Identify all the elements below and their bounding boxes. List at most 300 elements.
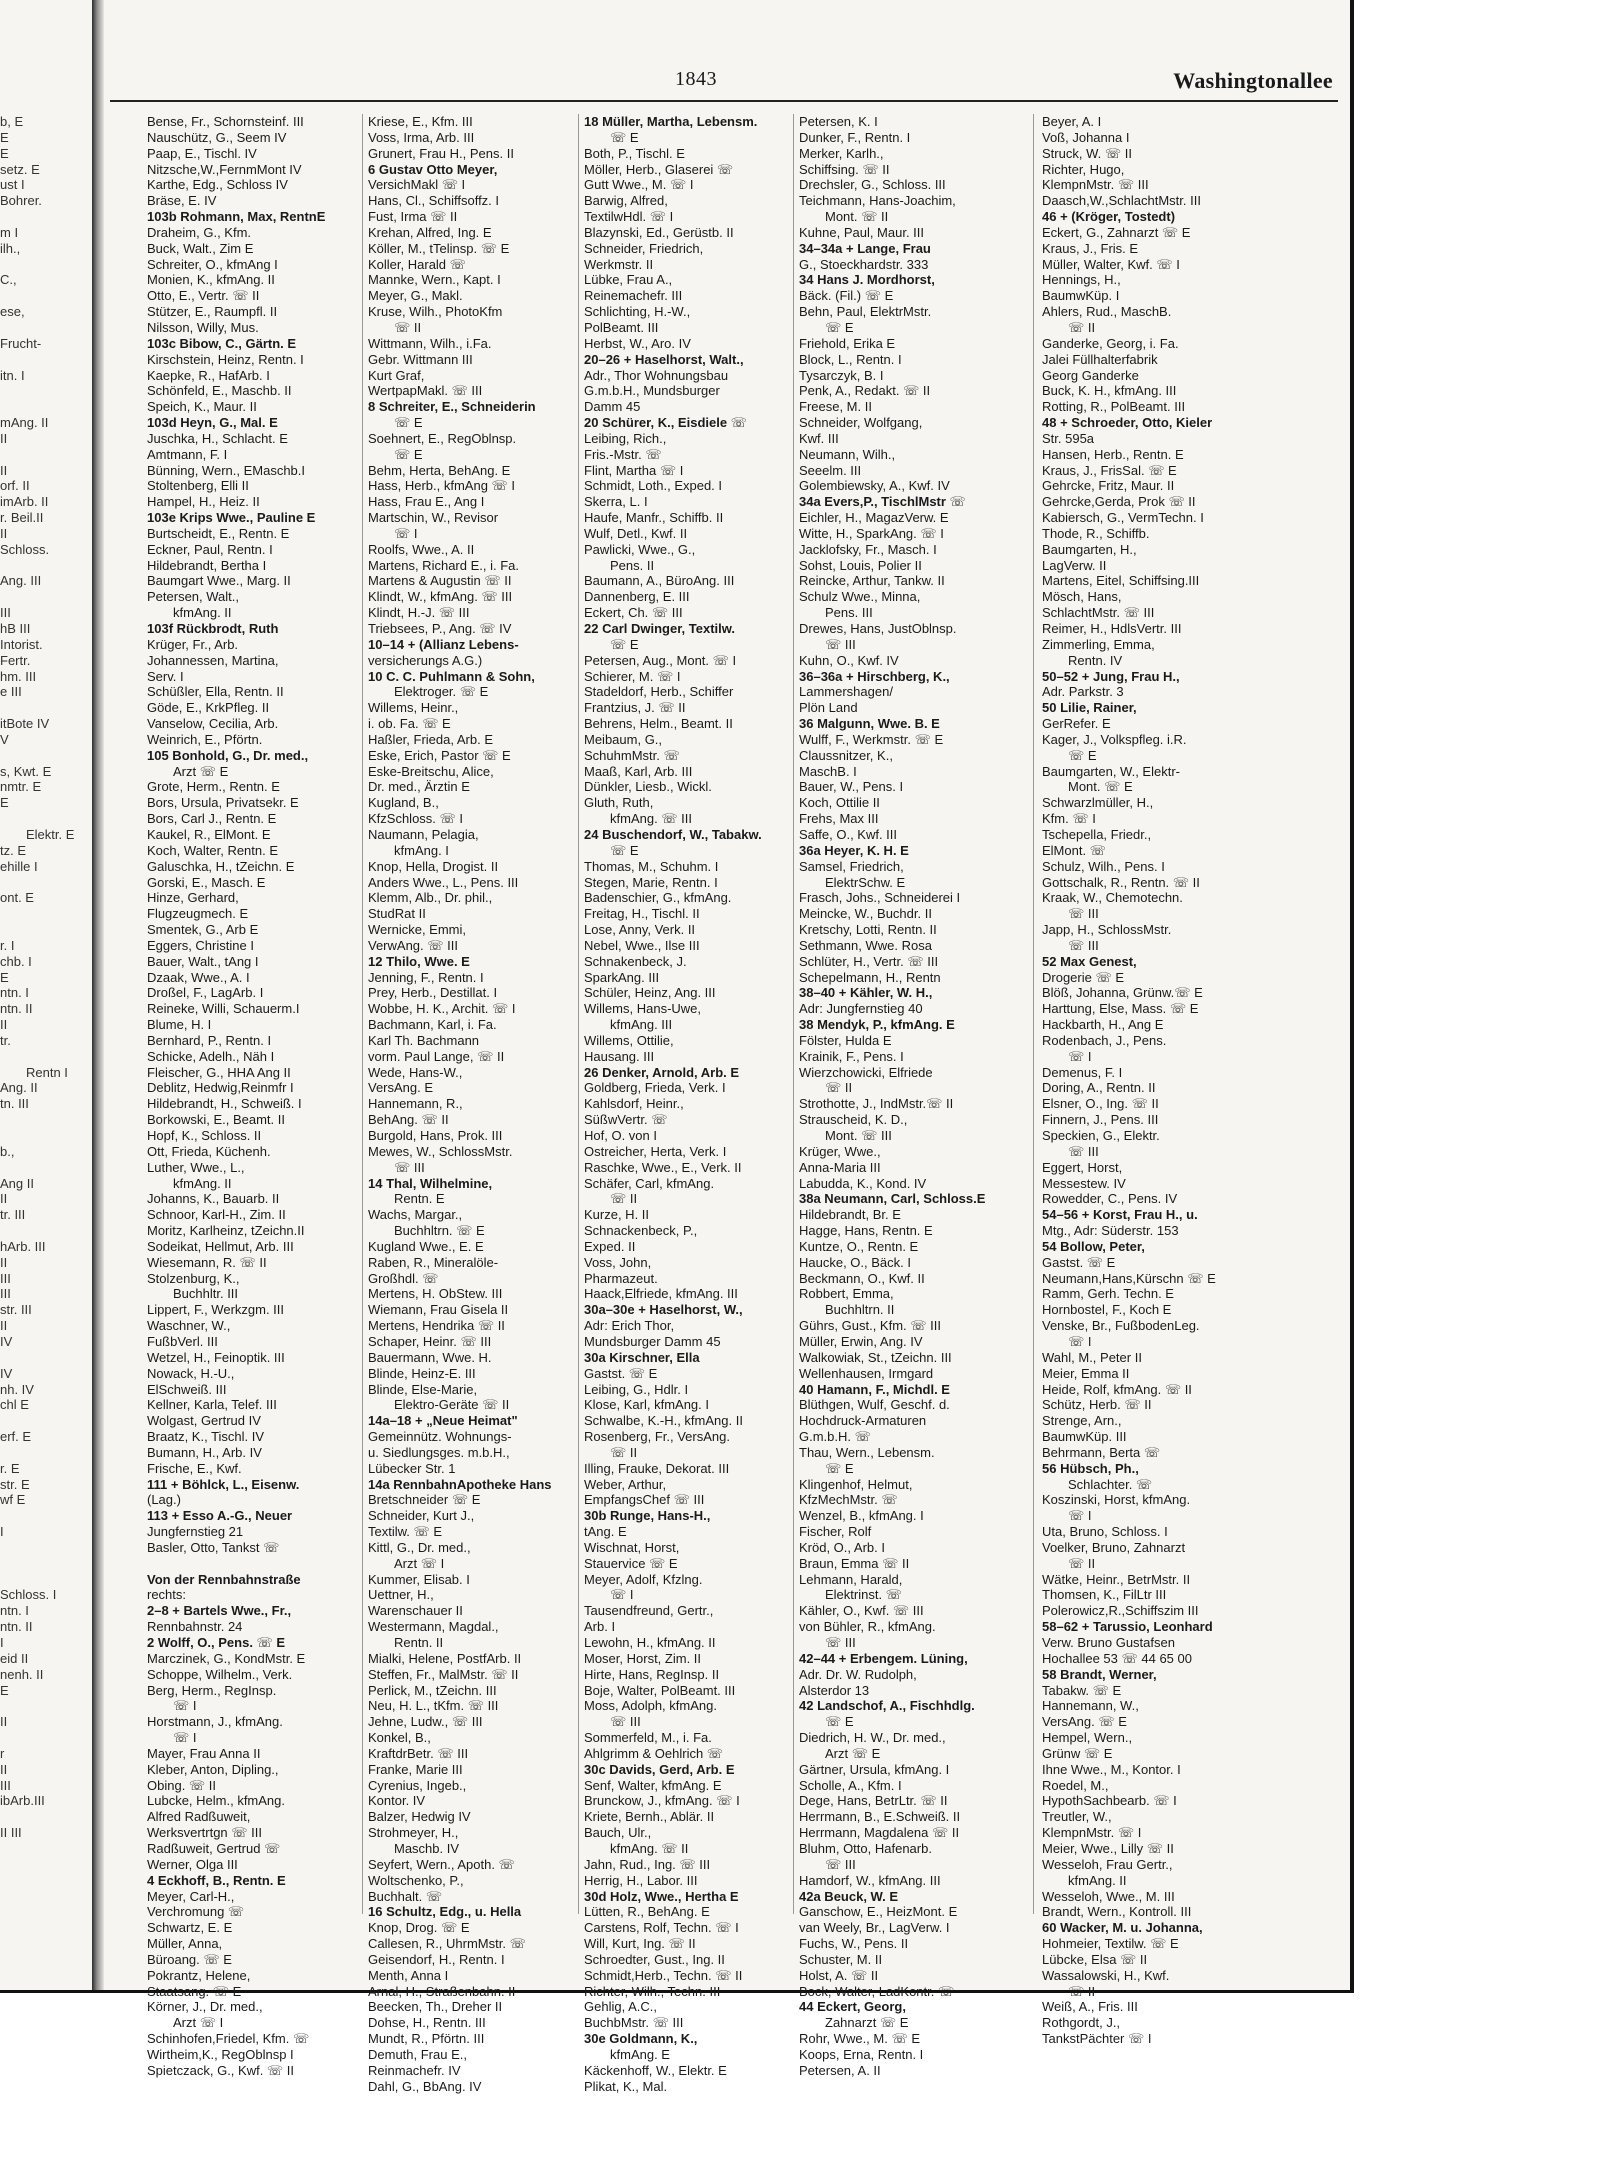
directory-entry-line: ☏ I [610, 1587, 634, 1603]
directory-entry-line: Jalei Füllhalterfabrik [1042, 351, 1158, 367]
directory-entry-line: Schmidt,Herb., Techn. ☏ II [584, 1967, 743, 1983]
directory-entry-line: Hochallee 53 ☏ 44 65 00 [1042, 1650, 1192, 1666]
directory-entry-line: Harttung, Else, Mass. ☏ E [1042, 1001, 1199, 1017]
directory-entry-line: Schwartz, E. E [147, 1920, 233, 1936]
directory-entry-line: III [0, 1270, 11, 1286]
directory-entry-line: Behrmann, Berta ☏ [1042, 1444, 1161, 1460]
directory-entry-line: Koch, Walter, Rentn. E [147, 842, 279, 858]
directory-entry-line: ntn. II [0, 1619, 33, 1635]
directory-entry-line: Rotting, R., PolBeamt. III [1042, 399, 1186, 415]
directory-entry-line: Dannenberg, E. III [584, 589, 690, 605]
directory-entry-line: Richter, Wilh., Techn. III [584, 1983, 721, 1999]
directory-entry-line [0, 558, 90, 574]
directory-entry-line: Adr. Dr. W. Rudolph, [799, 1666, 917, 1682]
directory-entry-line: ntn. II [0, 1001, 33, 1017]
directory-entry-line: Naumann, Pelagia, [368, 826, 479, 842]
directory-entry-line: Wierzchowicki, Elfriede [799, 1064, 933, 1080]
directory-entry-line: Triebsees, P., Ang. ☏ IV [368, 621, 512, 636]
directory-entry-line: ☏ II [610, 1191, 638, 1207]
directory-entry-line: Neumann, Wilh., [799, 446, 896, 462]
directory-entry-line: Anna-Maria III [799, 1159, 881, 1175]
directory-entry-line: Klemm, Alb., Dr. phil., [368, 890, 493, 906]
directory-entry-line: Mannke, Wern., Kapt. I [368, 272, 501, 288]
directory-entry-line: Roolfs, Wwe., A. II [368, 541, 475, 557]
directory-entry-line: ☏ II [825, 1080, 853, 1096]
directory-entry-line: Mont. ☏ II [825, 209, 889, 225]
directory-entry-line: Bors, Carl J., Rentn. E [147, 811, 277, 827]
directory-entry-line: ehille I [0, 858, 38, 874]
directory-entry-line: 50 Lilie, Rainer, [1042, 700, 1137, 716]
directory-entry-line: Hampel, H., Heiz. II [147, 494, 260, 510]
directory-entry-line [0, 906, 90, 922]
directory-entry-line: Maschb. IV [394, 1840, 460, 1856]
directory-entry-line: Göde, E., KrkPfleg. II [147, 700, 270, 716]
directory-entry-line: Mertens, H. ObStew. III [368, 1286, 503, 1302]
directory-entry-line: Venske, Br., FußbodenLeg. [1042, 1318, 1200, 1334]
directory-entry-line: Penk, A., Redakt. ☏ II [799, 383, 931, 399]
directory-entry-line: Thode, R., Schiffb. [1042, 525, 1150, 541]
directory-entry-line: 46 + (Kröger, Tostedt) [1042, 209, 1176, 225]
directory-entry-line: 36 Malgunn, Wwe. B. E [799, 716, 940, 732]
directory-entry-line: 58 Brandt, Werner, [1042, 1666, 1157, 1682]
directory-entry-line: BuchbMstr. ☏ III [584, 2015, 684, 2031]
directory-entry-line: Kwf. III [799, 430, 839, 446]
directory-entry-line: III [0, 605, 11, 621]
directory-entry-line: Borkowski, E., Beamt. II [147, 1112, 285, 1128]
directory-entry-line: Haßler, Frieda, Arb. E [368, 731, 493, 747]
directory-entry-line: Nowack, H.-U., [147, 1365, 235, 1381]
directory-entry-line: Eggert, Horst, [1042, 1159, 1123, 1175]
directory-entry-line: Mösch, Hans, [1042, 589, 1122, 605]
directory-entry-line: 42–44 + Erbengem. Lüning, [799, 1650, 968, 1666]
directory-entry-line: II [0, 462, 8, 478]
directory-entry-line: Zimmerling, Emma, [1042, 636, 1155, 652]
directory-entry-line: Lehmann, Harald, [799, 1571, 903, 1587]
directory-entry-line: Hinze, Gerhard, [147, 890, 239, 906]
directory-entry-line: Daasch,W.,SchlachtMstr. III [1042, 193, 1201, 209]
directory-entry-line: E [0, 129, 9, 145]
directory-entry-line: 34–34a + Lange, Frau [799, 240, 931, 256]
directory-entry-line: Dunker, F., Rentn. I [799, 129, 911, 145]
directory-entry-line [0, 875, 90, 891]
directory-entry-line: WertpapMakl. ☏ III [368, 383, 483, 399]
directory-entry-line: Holst, A. ☏ II [799, 1967, 879, 1983]
directory-entry-line: ☏ III [825, 1635, 856, 1650]
directory-entry-line [0, 1160, 90, 1176]
directory-entry-line [0, 1809, 90, 1825]
directory-entry-line: Bauer, Walt., tAng I [147, 953, 259, 969]
directory-entry-line: Hohmeier, Textilw. ☏ E [1042, 1936, 1179, 1952]
directory-entry-line: ust I [0, 177, 25, 193]
directory-entry-line: Boje, Walter, PolBeamt. III [584, 1682, 736, 1698]
directory-entry-line: Richter, Hugo, [1042, 161, 1125, 177]
directory-entry-line: hArb. III [0, 1238, 46, 1254]
column-2 [368, 114, 578, 2094]
directory-entry-line: Thau, Wern., Lebensm. [799, 1444, 935, 1460]
directory-entry-line: Braun, Emma ☏ II [799, 1555, 910, 1571]
directory-entry-line: Schneider, Wolfgang, [799, 415, 923, 431]
directory-entry-line: Polerowicz,R.,Schiffszim III [1042, 1603, 1199, 1619]
directory-entry-line: 38a Neumann, Carl, Schloss.E [799, 1191, 986, 1207]
directory-entry-line: Hansen, Herb., Rentn. E [1042, 446, 1184, 462]
directory-entry-line: Petersen, K. I [799, 114, 878, 129]
directory-entry-line: hB III [0, 621, 31, 636]
directory-entry-line: Pens. II [610, 557, 655, 573]
directory-entry-line: Buchhalt. ☏ [368, 1888, 443, 1904]
directory-entry-line: Arnal, H., Straßenbahn. II [368, 1983, 516, 1999]
directory-entry-line: E [0, 145, 9, 161]
directory-entry-line: ☏ E [1068, 747, 1097, 763]
directory-entry-line: Ganschow, E., HeizMont. E [799, 1904, 958, 1920]
directory-entry-line: Friehold, Erika E [799, 335, 896, 351]
directory-entry-line: Moser, Horst, Zim. II [584, 1650, 702, 1666]
directory-entry-line: Meier, Wwe., Lilly ☏ II [1042, 1840, 1174, 1856]
directory-entry-line: Nilsson, Willy, Mus. [147, 319, 259, 335]
directory-entry-line: Schnakenbeck, J. [584, 953, 687, 969]
directory-entry-line: Hof, O. von I [584, 1128, 657, 1143]
directory-entry-line: TextilwHdl. ☏ I [584, 209, 674, 225]
directory-entry-line: Schüßler, Ella, Rentn. II [147, 684, 284, 700]
directory-entry-line: Gehrcke, Fritz, Maur. II [1042, 478, 1175, 494]
directory-entry-line: Ahlgrimm & Oehlrich ☏ [584, 1745, 724, 1761]
directory-entry-line: Krehan, Alfred, Ing. E [368, 224, 492, 240]
directory-entry-line: Bünning, Wern., EMaschb.I [147, 462, 306, 478]
directory-entry-line: Buchhltr. III [173, 1286, 239, 1302]
directory-entry-line: Illing, Frauke, Dekorat. III [584, 1460, 730, 1476]
directory-entry-line: Seyfert, Wern., Apoth. ☏ [368, 1856, 515, 1872]
directory-entry-line: 103f Rückbrodt, Ruth [147, 621, 279, 636]
directory-entry-line: Gastst. ☏ E [584, 1365, 658, 1381]
directory-entry-line: Alfred Radßuweit, [147, 1809, 251, 1825]
directory-entry-line: Wobbe, H. K., Archit. ☏ I [368, 1001, 516, 1017]
directory-entry-line: Fust, Irma ☏ II [368, 209, 458, 225]
directory-entry-line: II [0, 1714, 8, 1730]
directory-entry-line [0, 1556, 90, 1572]
directory-entry-line: Schütz, Herb. ☏ II [1042, 1397, 1152, 1413]
directory-entry-line: 105 Bonhold, G., Dr. med., [147, 747, 309, 763]
directory-entry-line: Meincke, W., Buchdr. II [799, 906, 932, 922]
directory-entry-line: SchuhmMstr. ☏ [584, 747, 680, 763]
directory-entry-line: 44 Eckert, Georg, [799, 1999, 906, 2015]
directory-entry-line: Martens, Richard E., i. Fa. [368, 557, 519, 573]
directory-entry-line: Wittmann, Wilh., i.Fa. [368, 335, 492, 351]
directory-entry-line: Lose, Anny, Verk. II [584, 922, 696, 938]
directory-entry-line: Berg, Herm., RegInsp. [147, 1682, 277, 1698]
page-number: 1843 [675, 68, 717, 90]
directory-entry-line: Strauscheid, K. D., [799, 1112, 908, 1128]
directory-entry-line: Stegen, Marie, Rentn. I [584, 874, 718, 890]
directory-entry-line: Wachs, Margar., [368, 1207, 463, 1223]
directory-entry-line: Lewohn, H., kfmAng. II [584, 1635, 716, 1650]
directory-entry-line: KlempnMstr. ☏ I [1042, 1825, 1142, 1841]
directory-entry-line: i. ob. Fa. ☏ E [368, 716, 451, 732]
column-5 [1042, 114, 1264, 2047]
binding-gutter [92, 0, 104, 1990]
directory-entry-line: Str. 595a [1042, 430, 1095, 446]
directory-entry-line: Rowedder, C., Pens. IV [1042, 1191, 1178, 1207]
directory-entry-line: Gottschalk, R., Rentn. ☏ II [1042, 874, 1200, 890]
directory-entry-line: Bäck. (Fil.) ☏ E [799, 288, 894, 304]
directory-entry-line: 103c Bibow, C., Gärtn. E [147, 335, 297, 351]
directory-entry-line: Warenschauer II [368, 1603, 463, 1619]
directory-entry-line: ☏ E [394, 415, 423, 431]
directory-entry-line: Demenus, F. I [1042, 1064, 1123, 1080]
directory-entry-line: Flugzeugmech. E [147, 906, 249, 922]
directory-entry-line: Freitag, H., Tischl. II [584, 906, 700, 922]
directory-entry-line: Freese, M. II [799, 399, 872, 415]
directory-entry-line: Meibaum, G., [584, 731, 663, 747]
directory-entry-line: 14 Thal, Wilhelmine, [368, 1175, 493, 1191]
directory-entry-line: Geisendorf, H., Rentn. I [368, 1951, 505, 1967]
directory-entry-line: Sommerfeld, M., i. Fa. [584, 1730, 712, 1746]
directory-entry-line: Blinde, Else-Marie, [368, 1381, 478, 1397]
directory-entry-line: van Weely, Br., LagVerw. I [799, 1920, 950, 1936]
directory-entry-line: Adr: Erich Thor, [584, 1318, 675, 1334]
directory-entry-line: Thomsen, K., FilLtr III [1042, 1587, 1167, 1603]
directory-entry-line: Kahlsdorf, Heinr., [584, 1096, 684, 1112]
directory-entry-line: Körner, J., Dr. med., [147, 1999, 263, 2015]
directory-entry-line: Smentek, G., Arb E [147, 922, 259, 938]
directory-entry-line: Hass, Herb., kfmAng ☏ I [368, 478, 516, 494]
directory-entry-line: Beyer, A. I [1042, 114, 1102, 129]
directory-entry-line: Großhdl. ☏ [368, 1270, 439, 1286]
directory-entry-line: Otto, E., Vertr. ☏ II [147, 288, 260, 304]
directory-entry-line: 38 Mendyk, P., kfmAng. E [799, 1017, 955, 1033]
directory-entry-line: Rentn. IV [1068, 652, 1123, 668]
directory-entry-line: b, E [0, 114, 24, 129]
directory-entry-line: Schönfeld, E., Maschb. II [147, 383, 292, 399]
directory-entry-line: Jenning, F., Rentn. I [368, 969, 484, 985]
directory-entry-line: Perlick, M., tZeichn. III [368, 1682, 497, 1698]
directory-entry-line: Soehnert, E., RegOblnsp. [368, 430, 517, 446]
directory-entry-line: Golembiewsky, A., Kwf. IV [799, 478, 950, 494]
directory-entry-line: ☏ I [1068, 1048, 1092, 1064]
directory-entry-line: ese, [0, 304, 25, 320]
directory-entry-line: tr. [0, 1032, 11, 1048]
directory-entry-line: Käckenhoff, W., Elektr. E [584, 2062, 727, 2078]
directory-entry-line: Schierer, M. ☏ I [584, 668, 681, 684]
directory-entry-line: IV [0, 1365, 13, 1381]
directory-entry-line: ☏ III [1068, 906, 1099, 922]
directory-entry-line: Wernicke, Emmi, [368, 922, 466, 938]
directory-entry-line: Kriese, E., Kfm. III [368, 114, 473, 129]
directory-entry-line: Kraus, J., Fris. E [1042, 240, 1139, 256]
directory-entry-line: Meyer, Carl-H., [147, 1888, 235, 1904]
directory-entry-line: Dohse, H., Rentn. III [368, 2015, 486, 2031]
column-4 [799, 114, 1009, 2078]
directory-entry-line: Mayer, Frau Anna II [147, 1745, 261, 1761]
directory-entry-line: 8 Schreiter, E., Schneiderin [368, 399, 536, 415]
directory-entry-line: Schüler, Heinz, Ang. III [584, 985, 716, 1001]
directory-entry-line: e III [0, 684, 22, 700]
directory-entry-line: ilh., [0, 240, 21, 256]
directory-entry-line: Fleischer, G., HHA Ang II [147, 1064, 291, 1080]
directory-entry-line: Koops, Erna, Rentn. I [799, 2046, 924, 2062]
directory-entry-line: Frische, E., Kwf. [147, 1460, 242, 1476]
directory-entry-line: Willems, Hans-Uwe, [584, 1001, 702, 1017]
directory-entry-line: 14a–18 + „Neue Heimat" [368, 1413, 518, 1429]
directory-entry-line: kfmAng. II [173, 1175, 232, 1191]
directory-entry-line: Sethmann, Wwe. Rosa [799, 937, 932, 953]
directory-entry-line: rechts: [147, 1587, 187, 1603]
directory-entry-line: Kabiersch, G., VermTechn. I [1042, 510, 1204, 526]
directory-entry-line: Brunckow, J., kfmAng. ☏ I [584, 1793, 740, 1809]
directory-entry-line: Damm 45 [584, 399, 641, 415]
directory-entry-line: Rentn. II [394, 1635, 444, 1650]
directory-entry-line: Dr. med., Ärztin E [368, 779, 470, 795]
directory-entry-line: Petersen, Aug., Mont. ☏ I [584, 652, 737, 668]
directory-entry-line: Kontor. IV [368, 1793, 426, 1809]
directory-entry-line: Juschka, H., Schlacht. E [147, 430, 288, 446]
directory-entry-line: Gorski, E., Masch. E [147, 874, 266, 890]
directory-entry-line: Finnern, J., Pens. III [1042, 1112, 1159, 1128]
directory-entry-line: ☏ II [610, 1444, 638, 1460]
directory-entry-line: 14a RennbahnApotheke Hans [368, 1476, 552, 1492]
directory-entry-line: chb. I [0, 953, 32, 969]
directory-entry-line: Rentn I [26, 1064, 68, 1080]
directory-entry-line: Horstmann, J., kfmAng. [147, 1714, 283, 1730]
directory-entry-line: Eckert, Ch. ☏ III [584, 605, 683, 621]
directory-entry-line: Jungfernstieg 21 [147, 1524, 244, 1540]
directory-entry-line: kfmAng. II [173, 605, 232, 621]
directory-entry-line: kfmAng. E [610, 2046, 670, 2062]
directory-entry-line: Meyer, Adolf, Kfzlng. [584, 1571, 703, 1587]
directory-entry-line: VerwAng. ☏ III [368, 937, 458, 953]
directory-entry-line: Voß, Johanna I [1042, 129, 1130, 145]
directory-entry-line: Baumgarten, H., [1042, 541, 1137, 557]
directory-entry-line: Pawlicki, Wwe., G., [584, 541, 696, 557]
directory-entry-line: II [0, 1761, 8, 1777]
directory-entry-line: 10–14 + (Allianz Lebens- [368, 636, 519, 652]
directory-entry-line: Arb. I [584, 1619, 616, 1635]
directory-entry-line: r. E [0, 1460, 20, 1476]
directory-entry-line: Voss, John, [584, 1254, 652, 1270]
directory-entry-line: 34a Evers,P., TischlMstr ☏ [799, 494, 966, 510]
directory-entry-line: SparkAng. III [584, 969, 660, 985]
directory-entry-line: 24 Buschendorf, W., Tabakw. [584, 826, 762, 842]
directory-entry-line: Nitzsche,W.,FernmMont IV [147, 161, 302, 177]
directory-entry-line: 30c Davids, Gerd, Arb. E [584, 1761, 735, 1777]
directory-entry-line: Ostreicher, Herta, Verk. I [584, 1143, 727, 1159]
directory-entry-line: ☏ III [825, 1856, 856, 1872]
directory-entry-line: Baumgarten, W., Elektr- [1042, 763, 1180, 779]
directory-entry-line: Hildebrandt, H., Schweiß. I [147, 1096, 302, 1112]
directory-entry-line: Moss, Adolph, kfmAng. [584, 1698, 717, 1714]
directory-entry-line [0, 922, 90, 938]
directory-entry-line: Voelker, Bruno, Zahnarzt [1042, 1539, 1186, 1555]
directory-entry-line: Bretschneider ☏ E [368, 1492, 481, 1508]
directory-entry-line: Koller, Harald ☏ [368, 256, 466, 272]
directory-entry-line: nh. IV [0, 1381, 34, 1397]
directory-entry-line: Dünkler, Liesb., Wickl. [584, 779, 712, 795]
directory-entry-line: Japp, H., SchlossMstr. [1042, 922, 1172, 938]
directory-entry-line: IV [0, 1333, 13, 1349]
directory-entry-line: 34 Hans J. Mordhorst, [799, 272, 935, 288]
directory-entry-line: Lippert, F., Werkzgm. III [147, 1302, 285, 1318]
directory-entry-line: MaschB. I [799, 763, 857, 779]
directory-entry-line: II [0, 525, 8, 541]
directory-entry-line: Tschepella, Friedr., [1042, 826, 1152, 842]
header-rule [110, 100, 1338, 102]
directory-entry-line: Ang. III [0, 573, 42, 589]
directory-entry-line: 30d Holz, Wwe., Hertha E [584, 1888, 739, 1904]
directory-entry-line: Reincke, Arthur, Tankw. II [799, 573, 945, 589]
column-divider [362, 114, 363, 1914]
directory-entry-line: 2 Wolff, O., Pens. ☏ E [147, 1635, 286, 1650]
directory-entry-line: E [0, 795, 9, 811]
directory-entry-line: Bluhm, Otto, Hafenarb. [799, 1840, 932, 1856]
directory-entry-line: 54 Bollow, Peter, [1042, 1238, 1145, 1254]
directory-entry-line: Nauschütz, G., Seem IV [147, 129, 287, 145]
directory-entry-line: Luther, Wwe., L., [147, 1159, 245, 1175]
directory-entry-line: Schwarzlmüller, H., [1042, 795, 1154, 811]
directory-entry-line: Baumgart Wwe., Marg. II [147, 573, 291, 589]
directory-entry-line: Fölster, Hulda E [799, 1032, 892, 1048]
directory-entry-line: Frasch, Johs., Schneiderei I [799, 890, 961, 906]
directory-entry-line: Elektroger. ☏ E [394, 684, 489, 700]
directory-entry-line: 60 Wacker, M. u. Johanna, [1042, 1920, 1203, 1936]
directory-entry-line: ☏ I [173, 1698, 197, 1714]
directory-entry-line: Wulf, Detl., Kwf. II [584, 525, 688, 541]
directory-entry-line: 42a Beuck, W. E [799, 1888, 898, 1904]
directory-entry-line: BaumwKüp. III [1042, 1429, 1127, 1445]
directory-entry-line: Schloss. [0, 541, 50, 557]
directory-entry-line: kfmAng. ☏ III [610, 811, 692, 827]
directory-entry-line: 22 Carl Dwinger, Textilw. [584, 621, 735, 636]
directory-entry-line: Schlachter. ☏ [1068, 1476, 1153, 1492]
directory-entry-line: Schroedter, Gust., Ing. II [584, 1951, 725, 1967]
directory-entry-line: Blume, H. I [147, 1017, 212, 1033]
directory-entry-line: Kaepke, R., HafArb. I [147, 367, 270, 383]
directory-entry-line: StudRat II [368, 906, 426, 922]
directory-entry-line: Reineke, Willi, Schauerm.I [147, 1001, 300, 1017]
directory-entry-line: Weinrich, E., Pförtn. [147, 731, 263, 747]
directory-entry-line: Seeelm. III [799, 462, 862, 478]
directory-entry-line: Tausendfreund, Gertr., [584, 1603, 714, 1619]
directory-entry-line: ☏ I [1068, 1333, 1092, 1349]
directory-entry-line: Gastst. ☏ E [1042, 1254, 1116, 1270]
directory-entry-line [0, 1508, 90, 1524]
directory-entry-line: Reinmachefr. IV [368, 2062, 461, 2078]
directory-entry-line: Exped. II [584, 1238, 636, 1254]
directory-entry-line: Knop, Hella, Drogist. II [368, 858, 499, 874]
directory-entry-line: Hans, Cl., Schiffsoffz. I [368, 193, 500, 209]
directory-entry-line: Wede, Hans-W., [368, 1064, 463, 1080]
directory-entry-line: Messestew. IV [1042, 1175, 1126, 1191]
directory-entry-line: wf E [0, 1492, 26, 1508]
directory-entry-line: Wesseloh, Frau Gertr., [1042, 1856, 1173, 1872]
directory-entry-line: Raschke, Wwe., E., Verk. II [584, 1159, 742, 1175]
directory-entry-line: ibArb.III [0, 1793, 45, 1809]
directory-entry-line: 4 Eckhoff, B., Rentn. E [147, 1872, 286, 1888]
directory-entry-line: vorm. Paul Lange, ☏ II [368, 1048, 505, 1064]
directory-entry-line: 42 Landschof, A., Fischhdlg. [799, 1698, 975, 1714]
directory-entry-line: Elsner, O., Ing. ☏ II [1042, 1096, 1159, 1112]
directory-entry-line: Buchhltrn. ☏ E [394, 1223, 485, 1239]
directory-entry-line: 26 Denker, Arnold, Arb. E [584, 1064, 740, 1080]
directory-entry-line: I [0, 1635, 4, 1650]
directory-entry-line: ☏ II [394, 319, 422, 335]
directory-entry-line: Schulz Wwe., Minna, [799, 589, 921, 605]
directory-entry-line: Steffen, Fr., MalMstr. ☏ II [368, 1666, 519, 1682]
directory-entry-line: Paap, E., Tischl. IV [147, 145, 257, 161]
directory-entry-line [0, 257, 90, 273]
directory-entry-line: Schäfer, Carl, kfmAng. [584, 1175, 715, 1191]
directory-entry-line: r. Beil.II [0, 510, 44, 526]
directory-entry-line: Ihne Wwe., M., Kontor. I [1042, 1761, 1181, 1777]
directory-entry-line: Schaper, Heinr. ☏ III [368, 1333, 492, 1349]
directory-entry-line: KfzSchloss. ☏ I [368, 811, 464, 827]
